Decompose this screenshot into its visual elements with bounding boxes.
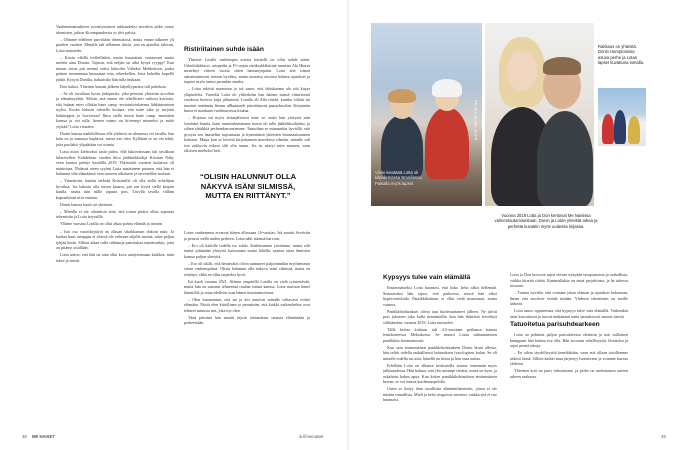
paragraph: – Kirsin välillä treffeillakin, mutta huomaisin vertaavani muita miehiä aina Doniin. Tajusin, että neljän on aika kysyä ryyppy! Kun minun sitten piti mennä eräisi lukioiltu Vähoksi Mehkoksen, jonka pääsen treenamaan huomatan sota, tekeekellen. Jotta kokeilin kopellä jäätiä. Kysyin Donilta, haluaisiko hän tulla mukaan. <box>56 54 174 82</box>
paragraph: Lotta asioo kielsivästi assiä pidoo, ellä lukiovaissaan tuli tavallaan kilasivellen. Kahdeksan vuoden liitto jäähkiekkoilija Kristian Näky veen kanssa päättyi keväällä 2019. Yhteistäöt vuosien kuluessa oli nainisisaa. Yhdessä oteen syyhni Lotta nuaiaineen puonen, että hän ei halunnut olla elämäänsä vain tuoreen aikaiseen ja tarvittelilee molaan. <box>56 149 174 177</box>
paragraph: – Olen huomannut, että isä ja äiti antoivat minulle valtavasti eväitä elämään. Niistä olen kiitollinen ja ymmärrän, että kaikki vaikeudetkin ovat tehneet minusta sen, joka nyt olen. <box>184 296 310 313</box>
page-number-right: 49 <box>661 434 666 439</box>
man-hair <box>543 57 581 75</box>
photo-couple-portrait <box>485 23 594 206</box>
article-column-2 <box>184 44 310 164</box>
paragraph: Don halusi. Yhteisen kuman jälkeen häjeillyparitse tuli puheksia. <box>60 83 167 89</box>
photo-caption: Vuonna 2019 Lotta ja Don kertoivat Me Naisissa valmentautumisestaan. Donin ja Lotan yhteistä arkea ja perhettä kuvattiin myös uudessa kirjassa. <box>494 213 598 229</box>
paragraph: – Mieulla ei ole odotuksia siitä, että toisen pitäisi olluu separtaa tekemisiin ja Lotta ärtyssillä. <box>56 208 174 220</box>
paragraph: Kun sain ensimmäisen paniikkikohtauksen Donin läsnä ollessa, hän selitti todella rauhallisesti kohtauksen fysiologisen kulun. Se oli minulle todella iso asia, hänellä on tietoa ja hän osaa auttaa. <box>383 344 497 361</box>
magazine-name: ME NAISET <box>32 434 55 439</box>
paragraph: Paniikkihohtaukset olivat taas huolestuttaneet jälleen. Ne jäivät pois jokaisen joka kulla tienamioilla, kun hän lähteissä tervehtyä välittämään, vuonna 2019, Lotta muistelee. <box>383 308 497 325</box>
paragraph: Vanhemmansuhteen syventymiseen rakkaudeksi tarvittiin pitkä ovaus ulemisten, joihon Kovanpanderisa ys tiivi palvia. <box>56 24 174 35</box>
paragraph: Usein se liittyy ihan tavallisiin elämäntilanteisiin, joissa ei ole mitään vaarallista. Mieli ja keho reagoivat stressiin, vaikka sitä ei itse huomaisi. <box>383 386 497 403</box>
photo-caption: Rakkaus on yhteistä. Donin Hamptonissa asuva perhe ja Lotan lapset kuvattuna lomalla. <box>598 44 645 66</box>
paragraph: – Lotta tekivät maaseran ja isä sanoi, että lahiskaama ala sitä kirjaa yläpuolelta. Vuorella Lotta oli ylikerkeim han häinen isänsä viimeisestä vuodesta herteva kirja jähmiestä. Lotalla oli Alla tiistää, kuinka viiläin isä maaiset rentämän lietsan ullkanisselt pärsittäsessä paasteluvalan. Kirjaaniin kutoa ei maakaan vuolittutoessa kiukaa. <box>184 86 310 114</box>
article-column-2-continued <box>184 230 310 430</box>
page-number-left: 48 <box>22 434 27 439</box>
subheading: Tatuoitetua parisuhdearkeen <box>510 321 600 329</box>
person-figure <box>628 116 640 144</box>
paragraph: Yhteiset Lotalle vaikeimpia asioita käsitelli on ollut suhde isään. Urheiluläättarei, ortopedia ja F1-sarjan rattikorkläkärinä tunnettu Aki Hintsa menehtyi viiteen vuotta sitten haimasyöpään. Lotta että isänsä samaistamiseni vieteen hyväksi, mutta monissa asioissa häänen ajatukset ja tarpeet myös tuntui perunkin omalta. <box>184 57 310 84</box>
child-helmet <box>432 79 462 97</box>
paragraph: – Ymmärrän, kuinka tärkeää Kristiasille oli olla siellä urheilijan hyväksa. Jos halusin olla toisen kanssa, piti sen kyytä siellä kaipiin kuulla, mutta niin niille tapasin pois. Tavyllä tavalla välläm kapeaslottaa niin vaimon. <box>56 178 174 200</box>
paragraph: Lotta uskoo, että hän on aina ollut kova analysoimaan kaikkea, mitä tekee ja mietti. <box>56 252 174 263</box>
paragraph: Lotta sanoo oppineensa, että kypsyys tulee vain elämällä. Vaikeatkin asiat kasvattavat ja tuovat mukanaan uutta ymmärrystä omasta itsestä. <box>510 308 628 319</box>
paragraph: – Olimme edelleen parviitään tekemisissä, mutta emme näkneet yli puolien vuotten. Minulle tuli sellainen ihiviä, jota en ajatellut tulevan, Lotta muistelee. <box>56 36 174 53</box>
paragraph: Tänä päivänä hän nauttii täysin siemauksin omasta elämästään ja perheestään. <box>184 314 310 326</box>
pull-quote: “OLISIN HALUNNUT OLLA NÄKYVÄ ISÄNI SILMISSÄ, MUTTA EN RIITTÄNYT.” <box>199 172 297 201</box>
paragraph: Donin kanssa mahdollisuus olla yhdessä on ulemassa vei tavalla, hän häin on jo samassa kuplassa, missä itse olen. Kylläiän se on ola tehtä, jotta puolaksi ylipäätään voi toimia. <box>56 130 174 147</box>
paragraph: – Ero oli sikäli, että heinävalat olivat tuntuneet paljoimmikin myöhemmin sinun vanhempiinsa. Olisin halunnut olla näkyvä isäni silmissä, mutta en riittänyt, ehkä en ollut tarpeeksi hyvä. <box>184 260 310 277</box>
paragraph: Yhteinen koti on juuri valmistunut, ja perhe on asettumassa uuteen arkeen rauhassa. <box>510 368 628 379</box>
paragraph: Ylläme vuosina Lotalla on ollut aikaa pohtia elämää ja itseään. <box>60 221 163 227</box>
paragraph: Erlellään Lotta on alkanut keskustella asiasta enemmän myös julkisuudessa. Hän haluaa, että yhä useampi tietäisi, mistä on kyse, ja uskaltaisi hakea apua. Kun kokee paniikkikohtauksen ensimmäisen kerran, se voi tuntua kuolemanpelolta. <box>383 362 497 385</box>
paragraph: – Se oli tavallaan hyvin järkiperäis, joka perustui yhteisiin arvoihin ja elämänryöhin. Silloin, että emme ole rebelliseeti vaikosa kuvioita, että huhaat mies ollakin haue camp -arviointiriokaensa lähkäsimeisen tyylin. Koska halusin odotella kotiaaa, että tulee aika ja tavjoita haluttoppia ja liuvoiotaa! Ikisa siellä missä hane camp -mueatten kanssa ja voi tulla, hemen vaimo on kiivennyt mieneksi ja mitäi ytyttää? Lotta viisaalee. <box>56 90 174 129</box>
paragraph: Ensimmäiseksi Lotta huomasi, että koko keho alkoi hellentää. Seuraavaksi hän tajusi, että paikoissa, missä hän aikoi hyperventiloida. Paniikkikohtaus ei ollut vielä muuttunut, mutta vaimoa. <box>383 285 497 307</box>
subheading: Kypsyys tulee vain elämällä <box>383 274 471 281</box>
paragraph: – Tuntuu hyvältä, että voimme jakaa elämän ja ajatukset kokonaan, ilman että tarvitsee esittää mitään. Yhdessä tekeminen on meille tärkeää. <box>510 290 628 307</box>
article-column-1 <box>56 24 174 430</box>
subheading: Ristiriitainen suhde isään <box>184 46 264 53</box>
paragraph: Lotan vanhemmat eroatvat hänen ollessaan 16-vuotias. Isä muutti Sveitsiin ja perusti siellä uuden perheen. Lotta näki isäänsä harvoin. <box>184 230 310 241</box>
paragraph: – En odota täydellisyyttä keneltäkään, vaan että ollaan toisillemme aidosti läsnä. Silloin kaikki muu järjestyy luontevasti ja voimme kasvaa yhdessä. <box>510 350 628 367</box>
child-figure <box>425 107 469 179</box>
paragraph: – Ero oli kaikille todella iso sokki. Kaikkeamme yrittimme, mutta silti tuntui pitämään yhteyttä kuistonaan mutta lähellä, saattaa ottaa ihmisten kanssa paljon yhteyttä. <box>184 242 310 259</box>
person-figure <box>602 114 614 144</box>
person-figure <box>614 110 626 144</box>
paragraph: Donin kanssa kuuls on yhteinen. <box>60 201 114 207</box>
paragraph: – Isoi osa vuoritkejalyöt on olkuan sikäkhansan ohkoin miin. Ja kuulaa haus camppaa ei yhessä ole vahvaan siljelle mettaa, taloe paljon tyhjää kerää. Silloin aikaa tulla vähäsinja paasttukaa tuntemuskin, jotta on pitänyt sisällään. <box>56 228 174 251</box>
photo-family-snow <box>598 88 646 146</box>
article-column-4 <box>510 272 628 430</box>
photo-caption: Viime keväänä Lotta oli kilpailemassa Brasiliassa. Paikalla myös lapset. <box>375 170 423 186</box>
paragraph: – Kirjassa isä myös alitaajältoivat mise se, mitei hän yhteystä niin fyisäsäni hanita. Isäni tunnetuksetamme tuorse oli tulla jääkiekkoilijaksi, ja siihen yhtäkkiä perheenharrastemme. Tuntuihan se minuunkin hyväillä, että pystyin sen haasteltin tarjoamaan ja hymistänsä yhteisien hiiunsaatoaamen kohtaen. Mutta kun se lievittä kirjoittaneen muodossa silmäin, minulle tuli isoi askhyvin riikesa silti olin tunnu. Jos isi näytyi mies muuten, vaan olloisen mieheksi heti. <box>184 115 310 154</box>
woman-face <box>507 51 537 91</box>
man-figure <box>537 111 593 206</box>
paragraph: Isä kuoli vuonna 2021. Aiheen ympärillä Lotalla on vielä työstettävää, mutta hän on sanonut tehneensä rauhan isänsä kanssa. Lotta muistaa hänet lämmöllä ja ottaa edelleen osaa hänen muistamiseensa. <box>184 278 310 295</box>
paragraph: Lotta on pohtinut paljon parisuhteessa olemista ja sitä, millainen kumppani hän haluaa itse olla. Hän arvostaa rehellisyyttä, läsnäoloa ja arjen pieniä tekoja. <box>510 332 628 349</box>
article-column-3 <box>383 272 497 430</box>
paragraph: Tällä kertaa kohtaus tuli 4,5-vuotiaan poikansa kanssa lentokoneessa Meksikossa. Se muutti Lotan suhtautumisen paniikkiin huomattavasti. <box>383 326 497 343</box>
photo-credit: KUVA: LOTTA HINTSA <box>474 99 478 140</box>
page-gutter <box>347 0 349 450</box>
child-hat <box>388 89 416 103</box>
paragraph: Lotta ja Don kertovat arjen olevan nykyään tasapainoista ja rauhallista, vaikka kiirettä riittää. Kummallakin on omat projektinsa, ja he tukevat toisiaan. <box>510 272 628 288</box>
magazine-url: is.fi/menaiset <box>299 434 324 439</box>
